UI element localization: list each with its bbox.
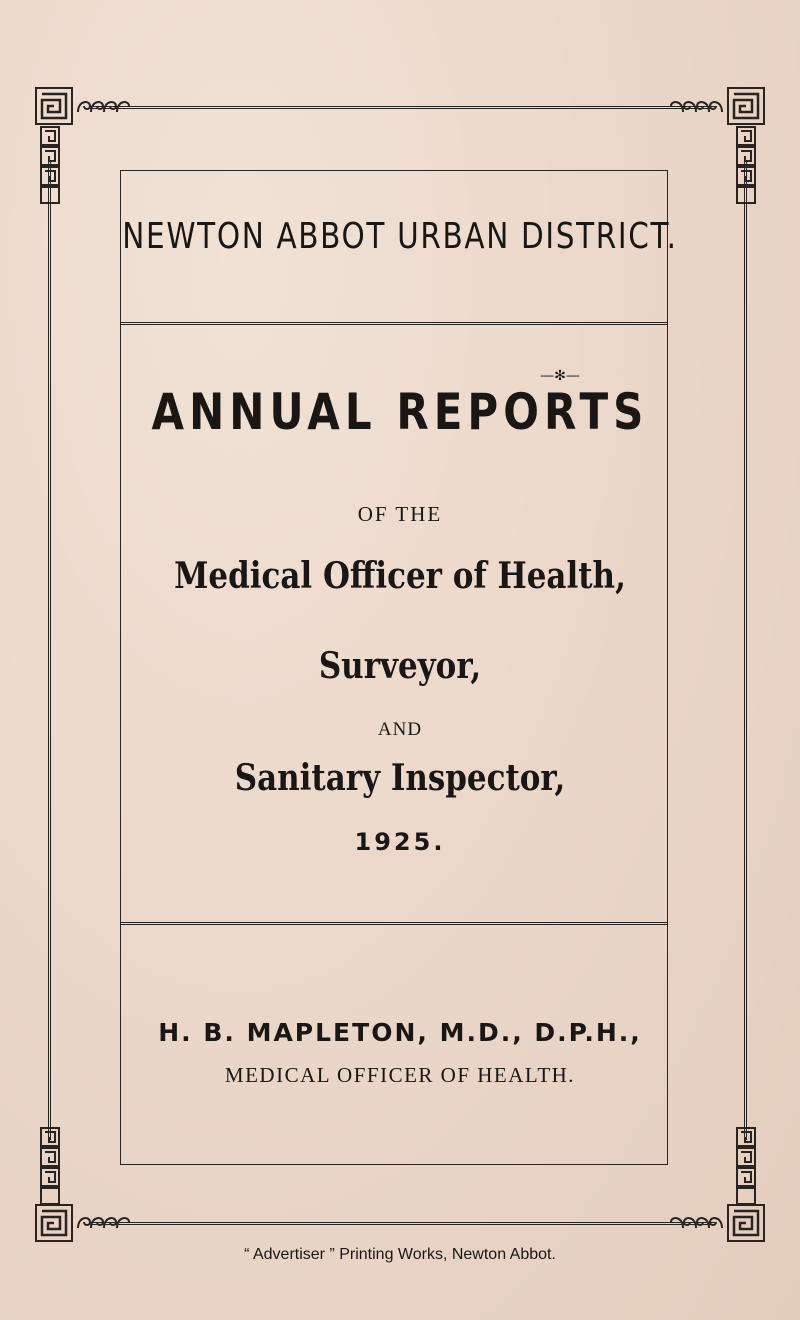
scroll-ornament-icon (670, 96, 726, 116)
greek-key-ornament-icon (726, 86, 766, 126)
scroll-ornament-icon (74, 1212, 130, 1232)
frame-right-rule (744, 160, 747, 1140)
author-role: MEDICAL OFFICER OF HEALTH. (224, 1063, 576, 1087)
inspector-line: Sanitary Inspector, (234, 757, 566, 799)
surveyor-line: Surveyor, (318, 645, 482, 687)
report-title: ANNUAL REPORTS (151, 383, 649, 441)
greek-key-ornament-icon (34, 86, 74, 126)
greek-key-ornament-icon (726, 1203, 766, 1243)
of-the-line: OF THE (357, 502, 443, 526)
inner-top-rule (120, 170, 668, 171)
scroll-ornament-icon (670, 1212, 726, 1232)
year-line: 1925. (354, 828, 446, 856)
printer-imprint: “ Advertiser ” Printing Works, Newton Abbot. (244, 1246, 556, 1263)
frame-bottom-rule (90, 1222, 715, 1225)
author-divider (120, 922, 668, 925)
greek-key-ornament-icon (734, 125, 758, 205)
and-line: AND (377, 719, 423, 740)
greek-key-ornament-icon (734, 1126, 758, 1206)
author-name: H. B. MAPLETON, M.D., D.P.H., (158, 1018, 642, 1047)
header-divider (120, 322, 668, 325)
district-title: NEWTON ABBOT URBAN DISTRICT. (122, 216, 678, 257)
greek-key-ornament-icon (38, 125, 62, 205)
officer-line: Medical Officer of Health, (174, 555, 626, 597)
frame-left-rule (48, 160, 51, 1140)
greek-key-ornament-icon (34, 1203, 74, 1243)
star-separator: —✻— (540, 368, 580, 384)
inner-bottom-rule (120, 1164, 668, 1165)
greek-key-ornament-icon (38, 1126, 62, 1206)
scroll-ornament-icon (74, 96, 130, 116)
frame-top-rule (90, 106, 715, 109)
